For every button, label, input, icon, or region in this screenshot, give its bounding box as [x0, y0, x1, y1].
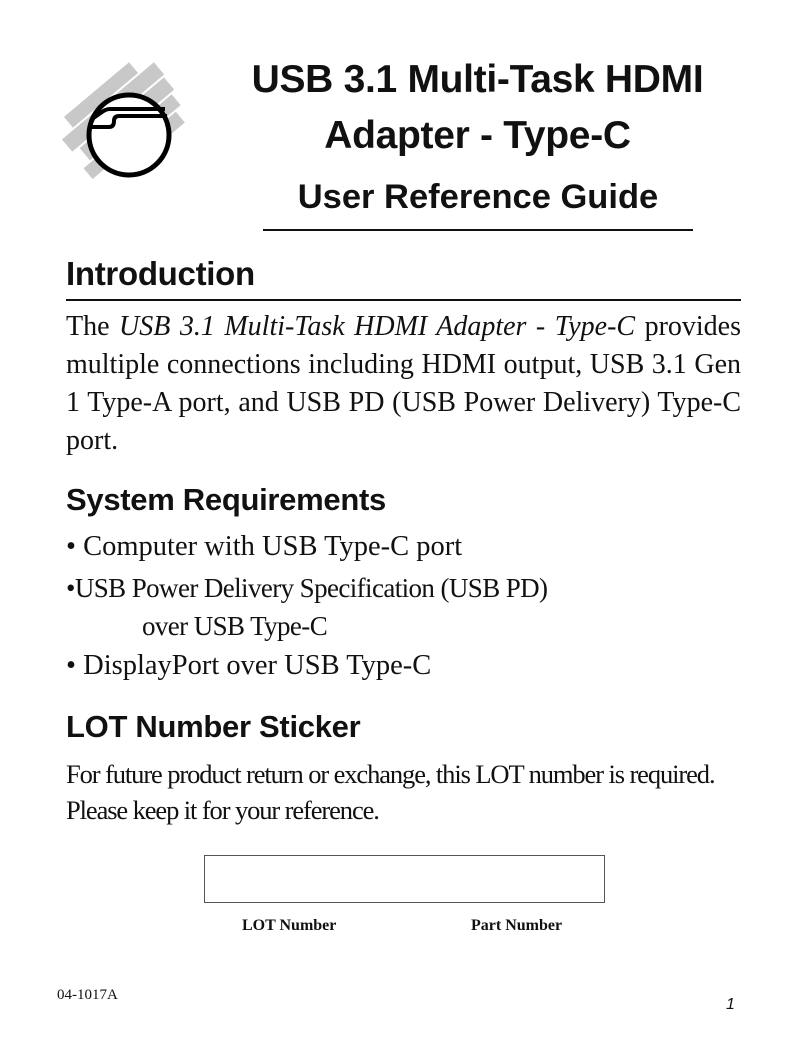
subtitle-underline	[263, 229, 693, 231]
list-item: •USB Power Delivery Specification (USB PD) over USB Type-C	[66, 573, 548, 641]
lot-sticker-text: For future product return or exchange, this LOT number is required. Please keep it for your reference.	[66, 759, 715, 825]
subtitle: User Reference Guide	[297, 178, 659, 216]
title-line-1: USB 3.1 Multi-Task HDMI	[251, 58, 704, 101]
system-requirements-heading: System Requirements	[66, 482, 386, 517]
section-rule	[66, 299, 741, 301]
introduction-heading: Introduction	[66, 255, 255, 292]
logo-icon	[62, 55, 187, 185]
introduction-text: The USB 3.1 Multi-Task HDMI Adapter - Type-C provides multiple connections including HDMI output, USB 3.1 Gen 1 Type-A port, and USB PD (USB Power Delivery) Type-C port.	[66, 311, 741, 456]
lot-number-label: LOT Number	[242, 917, 337, 934]
document-code: 04-1017A	[57, 987, 118, 1003]
title-line-2: Adapter - Type-C	[324, 114, 631, 157]
lot-sticker-heading: LOT Number Sticker	[66, 709, 361, 744]
lot-sticker-box	[204, 855, 605, 903]
list-item: • Computer with USB Type-C port	[66, 531, 463, 562]
product-name: USB 3.1 Multi-Task HDMI Adapter - Type-C	[119, 311, 636, 342]
page-number: 1	[726, 996, 735, 1013]
list-item: • DisplayPort over USB Type-C	[66, 650, 432, 681]
part-number-label: Part Number	[471, 917, 563, 934]
